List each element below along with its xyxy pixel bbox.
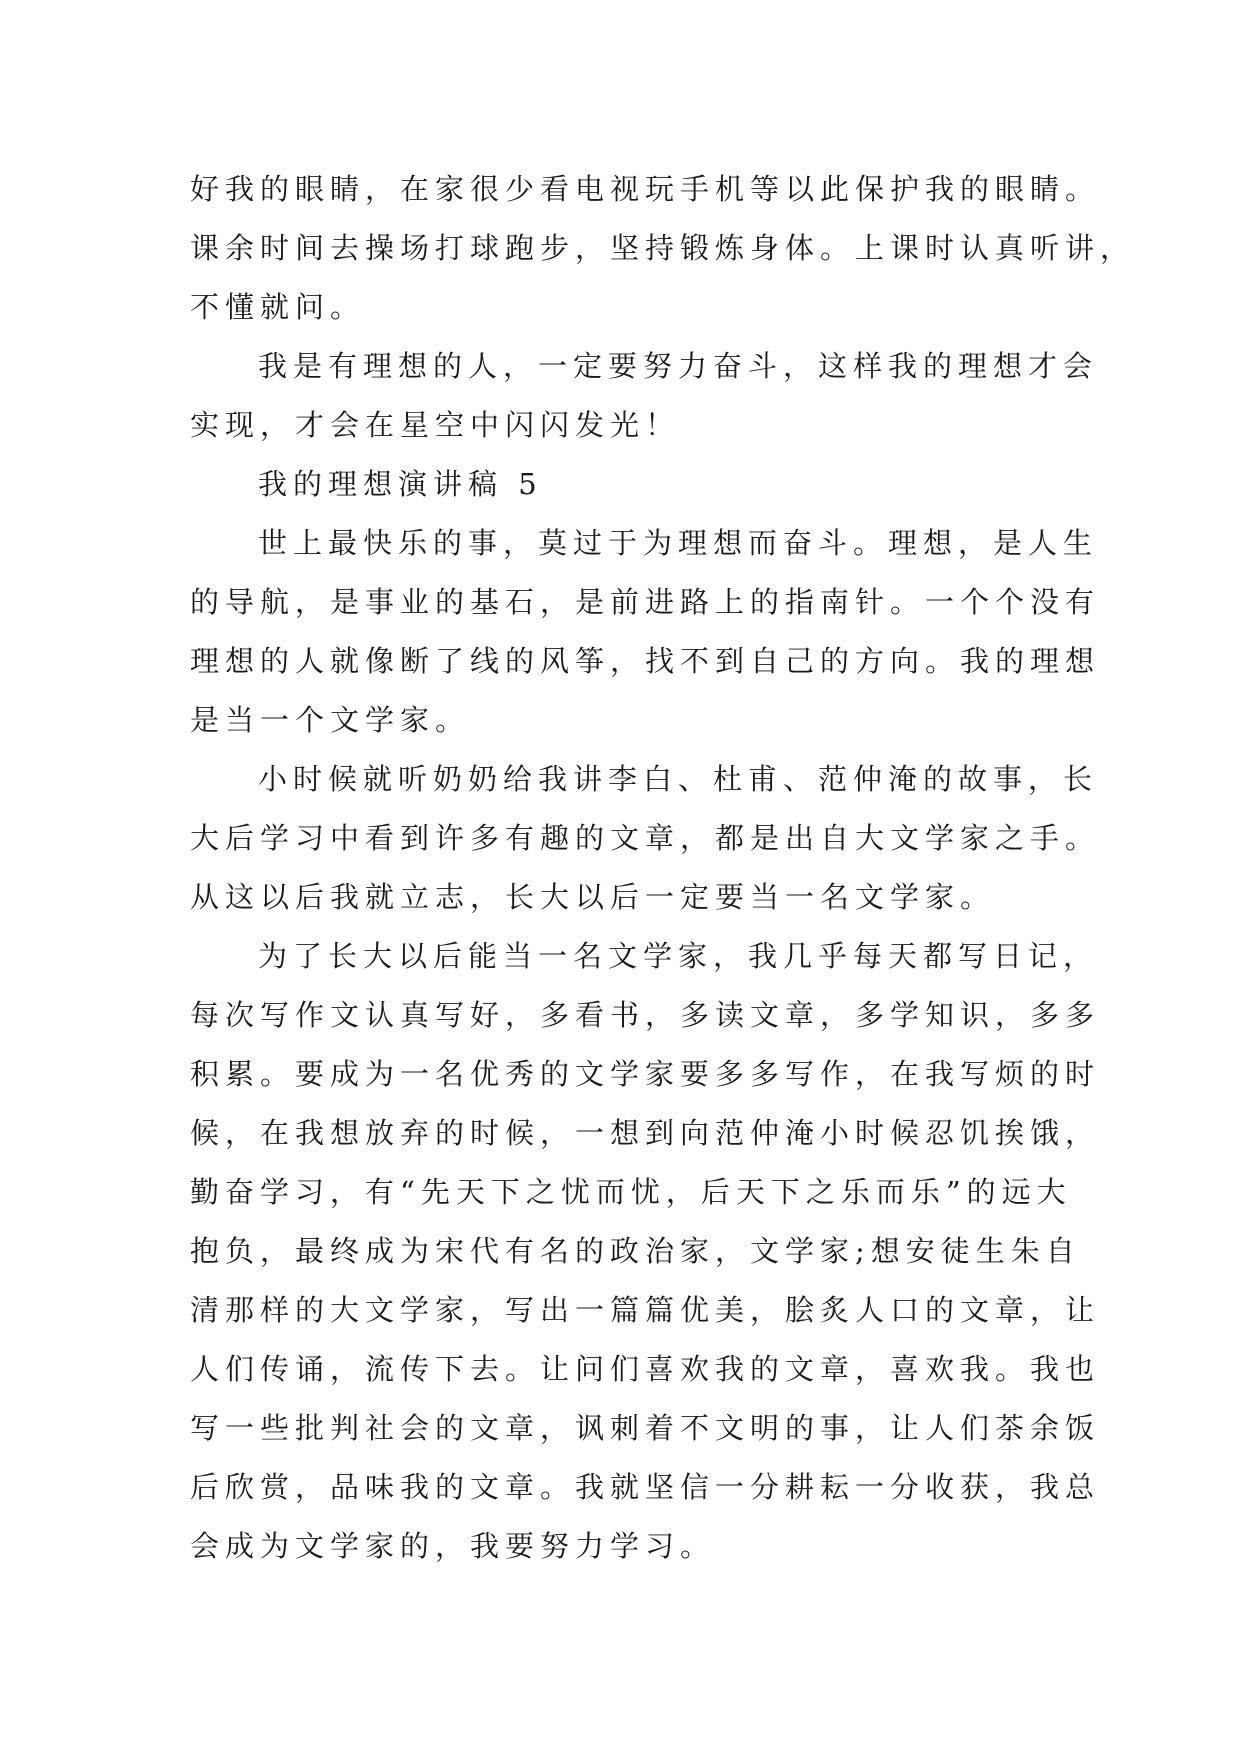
- text-line: 抱负，最终成为宋代有名的政治家，文学家;想安徒生朱自: [190, 1234, 1081, 1268]
- text-line: 理想的人就像断了线的风筝，找不到自己的方向。我的理想: [190, 644, 1101, 678]
- text-line: 课余时间去操场打球跑步，坚持锻炼身体。上课时认真听讲，: [190, 231, 1136, 265]
- text-line: 候，在我想放弃的时候，一想到向范仲淹小时候忍饥挨饿，: [190, 1116, 1101, 1150]
- paragraph-first-line: 我是有理想的人，一定要努力奋斗，这样我的理想才会: [258, 349, 1099, 383]
- text-line: 是当一个文学家。: [190, 703, 471, 737]
- body-text: [190, 160, 1136, 1576]
- text-line: 不懂就问。: [190, 290, 366, 324]
- text-line: 人们传诵，流传下去。让问们喜欢我的文章，喜欢我。我也: [190, 1352, 1101, 1386]
- section-heading: 我的理想演讲稿 5: [258, 467, 543, 501]
- text-line: 勤奋学习，有“先天下之忧而忧，后天下之乐而乐”的远大: [190, 1175, 1072, 1209]
- paragraph-first-line: 小时候就听奶奶给我讲李白、杜甫、范仲淹的故事，长: [258, 762, 1099, 796]
- text-line: 后欣赏，品味我的文章。我就坚信一分耕耘一分收获，我总: [190, 1470, 1101, 1504]
- text-line: 的导航，是事业的基石，是前进路上的指南针。一个个没有: [190, 585, 1101, 619]
- text-line: 积累。要成为一名优秀的文学家要多多写作，在我写烦的时: [190, 1057, 1101, 1091]
- text-line: 从这以后我就立志，长大以后一定要当一名文学家。: [190, 880, 996, 914]
- text-line: 好我的眼睛，在家很少看电视玩手机等以此保护我的眼睛。: [190, 172, 1101, 206]
- text-line: 每次写作文认真写好，多看书，多读文章，多学知识，多多: [190, 998, 1101, 1032]
- text-line: 会成为文学家的，我要努力学习。: [190, 1529, 716, 1563]
- text-line: 实现，才会在星空中闪闪发光！: [190, 408, 681, 442]
- text-line: 清那样的大文学家，写出一篇篇优美，脍炙人口的文章，让: [190, 1293, 1101, 1327]
- paragraph-first-line: 为了长大以后能当一名文学家，我几乎每天都写日记，: [258, 939, 1099, 973]
- text-line: 大后学习中看到许多有趣的文章，都是出自大文学家之手。: [190, 821, 1101, 855]
- text-line: 写一些批判社会的文章，讽刺着不文明的事，让人们茶余饭: [190, 1411, 1101, 1445]
- paragraph-first-line: 世上最快乐的事，莫过于为理想而奋斗。理想，是人生: [258, 526, 1099, 560]
